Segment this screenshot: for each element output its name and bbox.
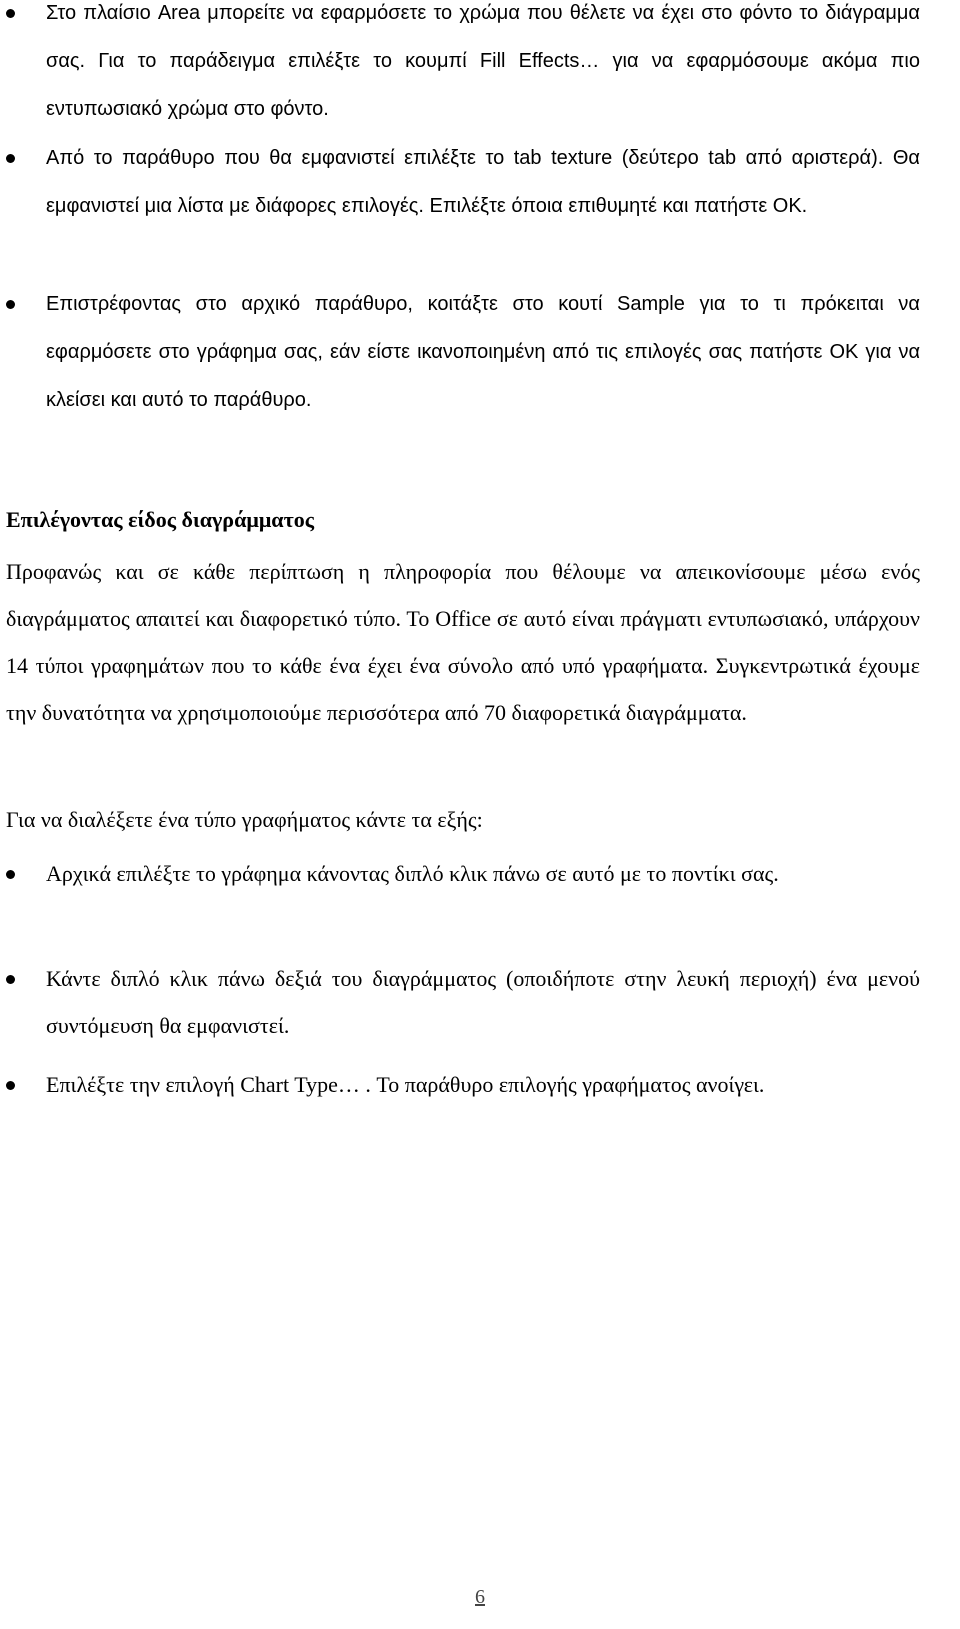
bullet-text: Κάντε διπλό κλικ πάνω δεξιά του διαγράμματος (οποιδήποτε στην λευκή περιοχή) ένα μενού συντόμευση θα εμφανιστεί. (46, 966, 920, 1038)
bullet-icon (6, 300, 15, 309)
bullet-icon (6, 870, 15, 879)
bullet-icon (6, 154, 15, 163)
bullet-text: Στο πλαίσιο Area μπορείτε να εφαρμόσετε το χρώμα που θέλετε να έχει στο φόντο το διάγραμμα σας. Για το παράδειγμα επιλέξτε το κουμπί Fill Effects… για να εφαρμόσουμε ακόμα πιο εντυπωσιακό χρώμα στο φόντο. (46, 2, 920, 120)
bullet-icon (6, 9, 15, 18)
body-paragraph: Προφανώς και σε κάθε περίπτωση η πληροφορία που θέλουμε να απεικονίσουμε μέσω ενός διαγράμματος απαιτεί και διαφορετικό τύπο. Το Office σε αυτό είναι πράγματι εντυπωσιακό, υπάρχουν 14 τύποι γραφημάτων που το κάθε ένα έχει ένα σύνολο από υπό γραφήματα. Συγκεντρωτικά έχουμε την δυνατότητα να χρησιμοποιούμε περισσότερα από 70 διαφορετικά διαγράμματα. (6, 559, 920, 725)
bullet-text: Επιστρέφοντας στο αρχικό παράθυρο, κοιτάξτε στο κουτί Sample για το τι πρόκειται να εφαρμόσετε στο γράφημα σας, εάν είστε ικανοποιημένη από τις επιλογές σας πατήστε OK για να κλείσει και αυτό το παράθυρο. (46, 293, 920, 411)
bullet-text: Από το παράθυρο που θα εμφανιστεί επιλέξτε το tab texture (δεύτερο tab από αριστερά). Θα εμφανιστεί μια λίστα με διάφορες επιλογές. Επιλέξτε όποια επιθυμητέ και πατήστε OK. (46, 147, 920, 217)
bullet-icon (6, 1081, 15, 1090)
section-heading: Επιλέγοντας είδος διαγράμματος (6, 507, 314, 532)
intro-line: Για να διαλέξετε ένα τύπο γραφήματος κάντε τα εξής: (6, 807, 483, 832)
bullet-text: Αρχικά επιλέξτε το γράφημα κάνοντας διπλό κλικ πάνω σε αυτό με το ποντίκι σας. (46, 861, 779, 886)
bullet-text: Επιλέξτε την επιλογή Chart Type… . Το παράθυρο επιλογής γραφήματος ανοίγει. (46, 1072, 765, 1097)
page-number: 6 (475, 1586, 485, 1608)
bullet-icon (6, 975, 15, 984)
